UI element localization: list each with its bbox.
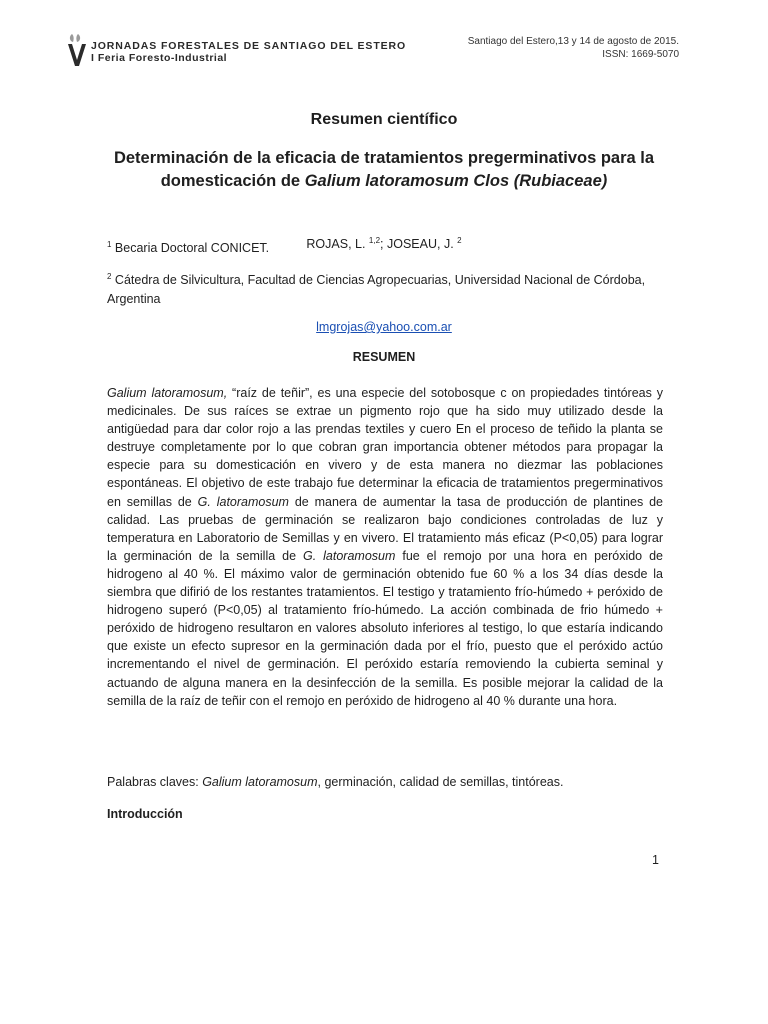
email-link[interactable]: lmgrojas@yahoo.com.ar	[316, 320, 452, 334]
title-species: Galium latoramosum Clos (Rubiaceae)	[304, 172, 608, 190]
keywords-rest: , germinación, calidad de semillas, tintóreas.	[317, 775, 564, 789]
header-issn: ISSN: 1669-5070	[602, 49, 679, 60]
leaf-right-icon	[76, 34, 80, 42]
intro-heading: Introducción	[107, 807, 183, 821]
v-leaf-logo	[66, 32, 88, 68]
abstract-text-3: fue el remojo por una hora en peróxido de hidrogeno al 40 %. El máximo valor de germinación obtenido fue 60 % a los 34 días desde la siembra que difirió de los restantes tratamientos. El testigo y tratamiento frío-húmedo + peróxido de hidrogeno superó (P<0,05) al tratamiento frío-húmedo. La acción combinada de frio húmedo + peróxido de hidrogeno resultaron en valores absoluto inferiores al testigo, lo que estaría indicando que existe un efecto supresor en la germinación dada por el frío, puesto que el peróxido actúo incrementando el nivel de germinación. El peróxido estaría removiendo la cubierta seminal y actuando de alguna manera en la desinfección de la semilla. Es posible mejorar la calidad de la semilla de la raíz de teñir con el remojo en peróxido de hidrogeno al 40 % durante una hora.	[107, 548, 663, 708]
affiliation-2-label: Cátedra de Silvicultura, Facultad de Ciencias Agropecuarias, Universidad Nacional de Córdoba, Argentina	[107, 273, 646, 306]
affiliation-1-sup: 1	[107, 240, 112, 249]
author-2-sup: 2	[457, 236, 462, 245]
keywords-label: Palabras claves:	[107, 775, 203, 789]
affiliation-2-sup: 2	[107, 272, 112, 281]
keywords-line	[107, 775, 663, 789]
org-name: JORNADAS FORESTALES DE SANTIAGO DEL ESTERO	[91, 40, 407, 52]
abstract-text-1: “raíz de teñir”, es una especie del sotobosque c on propiedades tintóreas y medicinales. De sus raíces se extrae un pigmento rojo que ha sido muy utilizado desde la antigüedad para dar color rojo a las prendas textiles y cuero En el proceso de teñido la planta se destruye completamente por lo que cobran gran importancia obtener métodos para propagar la especie para su domesticación en vivero y de esta manera no diezmar las poblaciones espontáneas. El objetivo de este trabajo fue determinar la eficacia de tratamientos pregerminativos en semillas de	[107, 386, 663, 509]
affiliation-1-label: Becaria Doctoral CONICET.	[111, 241, 270, 255]
org-subtitle: I Feria Foresto-Industrial	[91, 52, 228, 64]
keywords-species: Galium latoramosum	[202, 775, 318, 789]
abstract-species-1: Galium latoramosum,	[107, 386, 228, 400]
abstract-species-2: G. latoramosum	[197, 494, 289, 509]
paper-title	[100, 147, 668, 193]
affiliation-2	[107, 271, 663, 309]
header-date: Santiago del Estero,13 y 14 de agosto de 2015.	[467, 36, 679, 47]
affiliation-1-text	[107, 239, 663, 258]
leaf-left-icon	[70, 34, 74, 42]
author-2: ; JOSEAU, J.	[380, 237, 458, 251]
section-title: Resumen científico	[310, 111, 458, 128]
title-text: Determinación de la eficacia de tratamientos pregerminativos para la domesticación de	[113, 149, 655, 190]
v-letter-icon	[68, 44, 86, 66]
abstract-species-3: G. latoramosum	[302, 548, 396, 563]
author-1-sup: 1,2	[368, 236, 381, 245]
resumen-heading: RESUMEN	[352, 350, 416, 364]
abstract-paragraph	[107, 384, 663, 710]
author-1: ROJAS, L.	[306, 237, 369, 251]
header-meta	[468, 35, 679, 61]
abstract-text-2: de manera de aumentar la tasa de producción de plantines de calidad. Las pruebas de germinación se realizaron bajo condiciones controladas de luz y temperatura en Laboratorio de Semillas y en vivero. El tratamiento más eficaz (P<0,05) para lograr la germinación de la semilla de	[107, 494, 663, 563]
page-number: 1	[652, 853, 659, 867]
